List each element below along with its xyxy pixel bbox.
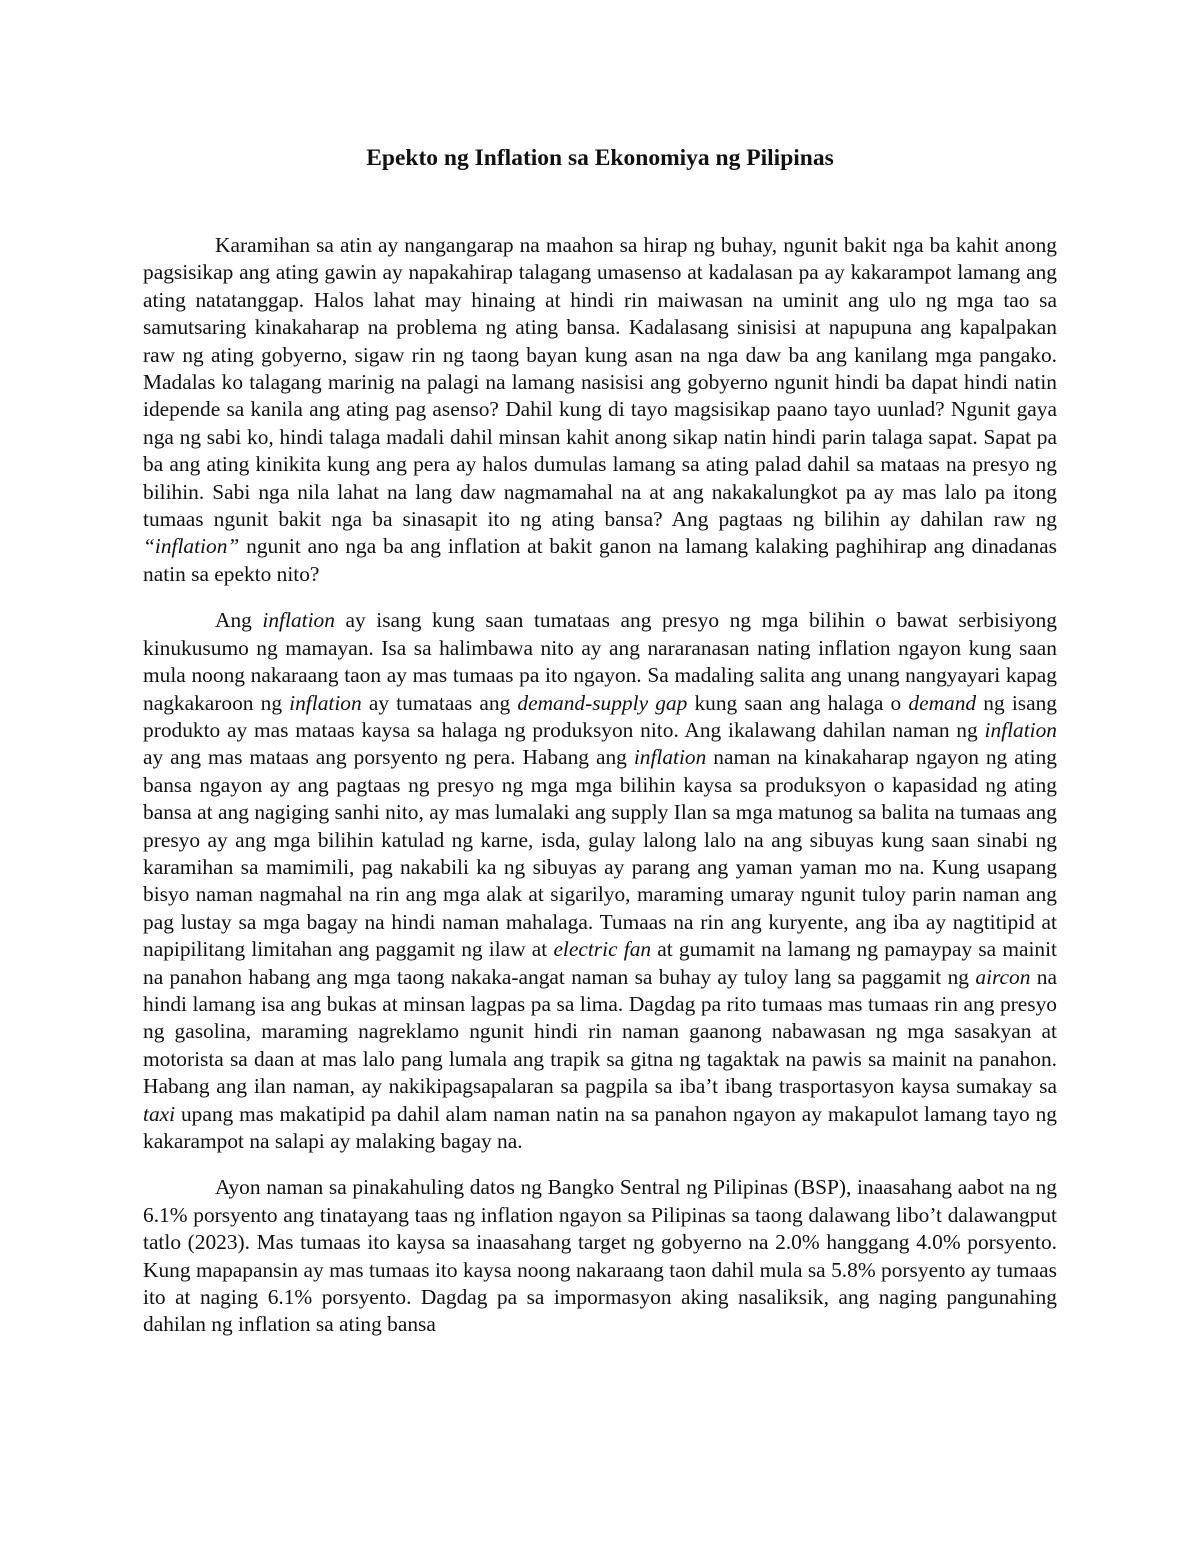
paragraph-intro bbox=[143, 232, 1057, 588]
document-page bbox=[143, 143, 1057, 1358]
paragraph-text: Ang bbox=[215, 608, 263, 633]
paragraph-text: at gumamit na lamang ng pamaypay sa mainit na panahon habang ang mga taong nakaka-angat naman sa buhay ay tuloy lang sa paggamit ng bbox=[143, 937, 1058, 989]
paragraph-text: upang mas makatipid pa dahil alam naman natin na sa panahon ngayon ay makapulot lamang tayo ng kakarampot na salapi ay malaking bagay na. bbox=[143, 1101, 1057, 1153]
italic-term: aircon bbox=[975, 964, 1031, 989]
paragraph-text: na hindi lamang isa ang bukas at minsan lagpas pa sa lima. Dagdag pa rito tumaas mas tumaas rin ang presyo ng gasolina, maraming nagreklamo ngunit hindi rin naman gaanong nabawasan ng mga sasakyan at motorista sa daan at mas lalo pang lumala ang trapik sa gitna ng tagaktak na pawis sa mainit na panahon. Habang ang ilan naman, ay nakikipagsapalaran sa pagpila sa iba’t ibang trasportasyon kaysa sumakay sa bbox=[143, 964, 1057, 1099]
italic-term: inflation bbox=[633, 745, 707, 770]
italic-term: inflation bbox=[984, 717, 1057, 742]
italic-term: inflation bbox=[262, 608, 335, 633]
paragraph-text: ay isang kung saan tumataas ang presyo ng mga bilihin o bawat serbisiyong kinukusumo ng mamayan. Isa sa halimbawa nito ay ang nararanasan nating inflation ngayon kung saan mula noong nakaraang taon ay mas tumaas pa ito ngayon. Sa madaling salita ang unang nangyayari kapag nagkakaroon ng bbox=[143, 608, 1057, 715]
italic-term: inflation bbox=[289, 690, 362, 715]
paragraph-text: ay tumataas ang bbox=[361, 690, 518, 715]
paragraph-text: Ayon naman sa pinakahuling datos ng Bangko Sentral ng Pilipinas (BSP), inaasahang aabot na ng 6.1% porsyento ang tinatayang taas ng inflation ngayon sa Pilipinas sa taong dalawang libo’t dalawangput tatlo (2023). Mas tumaas ito kaysa sa inaasahang target ng gobyerno na 2.0% hanggang 4.0% porsyento. Kung mapapansin ay mas tumaas ito kaysa noong nakaraang taon dahil mula sa 5.8% porsyento ay tumaas ito at naging 6.1% porsyento. Dagdag pa sa impormasyon aking nasaliksik, ang naging pangunahing dahilan ng inflation sa ating bansa bbox=[143, 1175, 1057, 1337]
document-title: Epekto ng Inflation sa Ekonomiya ng Pilipinas bbox=[366, 145, 834, 171]
italic-term: demand-supply gap bbox=[517, 690, 688, 715]
italic-term: demand bbox=[908, 690, 977, 715]
paragraph-text: Karamihan sa atin ay nangangarap na maahon sa hirap ng buhay, ngunit bakit nga ba kahit anong pagsisikap ang ating gawin ay napakahirap talagang umasenso at kadalasan pa ay kakarampot lamang ang ating natatanggap. Halos lahat may hinaing at hindi rin maiwasan na uminit ang ulo ng mga tao sa samutsaring kinakaharap na problema ng ating bansa. Kadalasang sinisisi at napupuna ang kapalpakan raw ng ating gobyerno, sigaw rin ng taong bayan kung asan na nga daw ba ang kanilang mga pangako. Madalas ko talagang marinig na palagi na lamang nasisisi ang gobyerno ngunit hindi ba dapat hindi natin idepende sa kanila ang ating pag asenso? Dahil kung di tayo magsisikap paano tayo uunlad? Ngunit gaya nga ng sabi ko, hindi talaga madali dahil minsan kahit anong sikap natin hindi parin talaga sapat. Sapat pa ba ang ating kinikita kung ang pera ay halos dumulas lamang sa ating palad dahil sa mataas na presyo ng bilihin. Sabi nga nila lahat na lang daw nagmamahal na at ang nakakalungkot pa ay mas lalo pa itong tumaas ngunit bakit nga ba sinasapit ito ng ating bansa? Ang pagtaas ng bilihin ay dahilan raw ng bbox=[143, 233, 1057, 532]
paragraph-bsp-data bbox=[143, 1174, 1057, 1338]
italic-term: taxi bbox=[143, 1101, 176, 1126]
italic-term: electric fan bbox=[553, 937, 652, 962]
paragraph-text: ay ang mas mataas ang porsyento ng pera. Habang ang bbox=[143, 745, 634, 770]
paragraph-definition bbox=[143, 607, 1057, 1155]
paragraph-text: kung saan ang halaga o bbox=[687, 690, 909, 715]
paragraph-text: naman na kinakaharap ngayon ng ating bansa ngayon ay ang pagtaas ng presyo ng mga mga bilihin kaysa sa produksyon o kapasidad ng ating bansa at ang nagiging sanhi nito, ay mas lumalaki ang supply Ilan sa mga matunog sa balita na tumaas ang presyo ay ang mga bilihin katulad ng karne, isda, gulay lalong lalo na ang sibuyas kung saan sinabi ng karamihan sa mamimili, pag nakabili ka ng sibuyas ay parang ang yaman yaman mo na. Kung usapang bisyo naman nagmahal na rin ang mga alak at sigarilyo, maraming umaray ngunit tuloy parin naman ang pag lustay sa mga bagay na hindi naman mahalaga. Tumaas na rin ang kuryente, ang iba ay nagtitipid at napipilitang limitahan ang paggamit ng ilaw at bbox=[143, 745, 1057, 962]
italic-term: “inflation” bbox=[143, 534, 240, 559]
paragraph-text: ngunit ano nga ba ang inflation at bakit ganon na lamang kalaking paghihirap ang dinadanas natin sa epekto nito? bbox=[143, 534, 1057, 586]
paragraph-text: ng isang produkto ay mas mataas kaysa sa halaga ng produksyon nito. Ang ikalawang dahilan naman ng bbox=[143, 690, 1057, 742]
